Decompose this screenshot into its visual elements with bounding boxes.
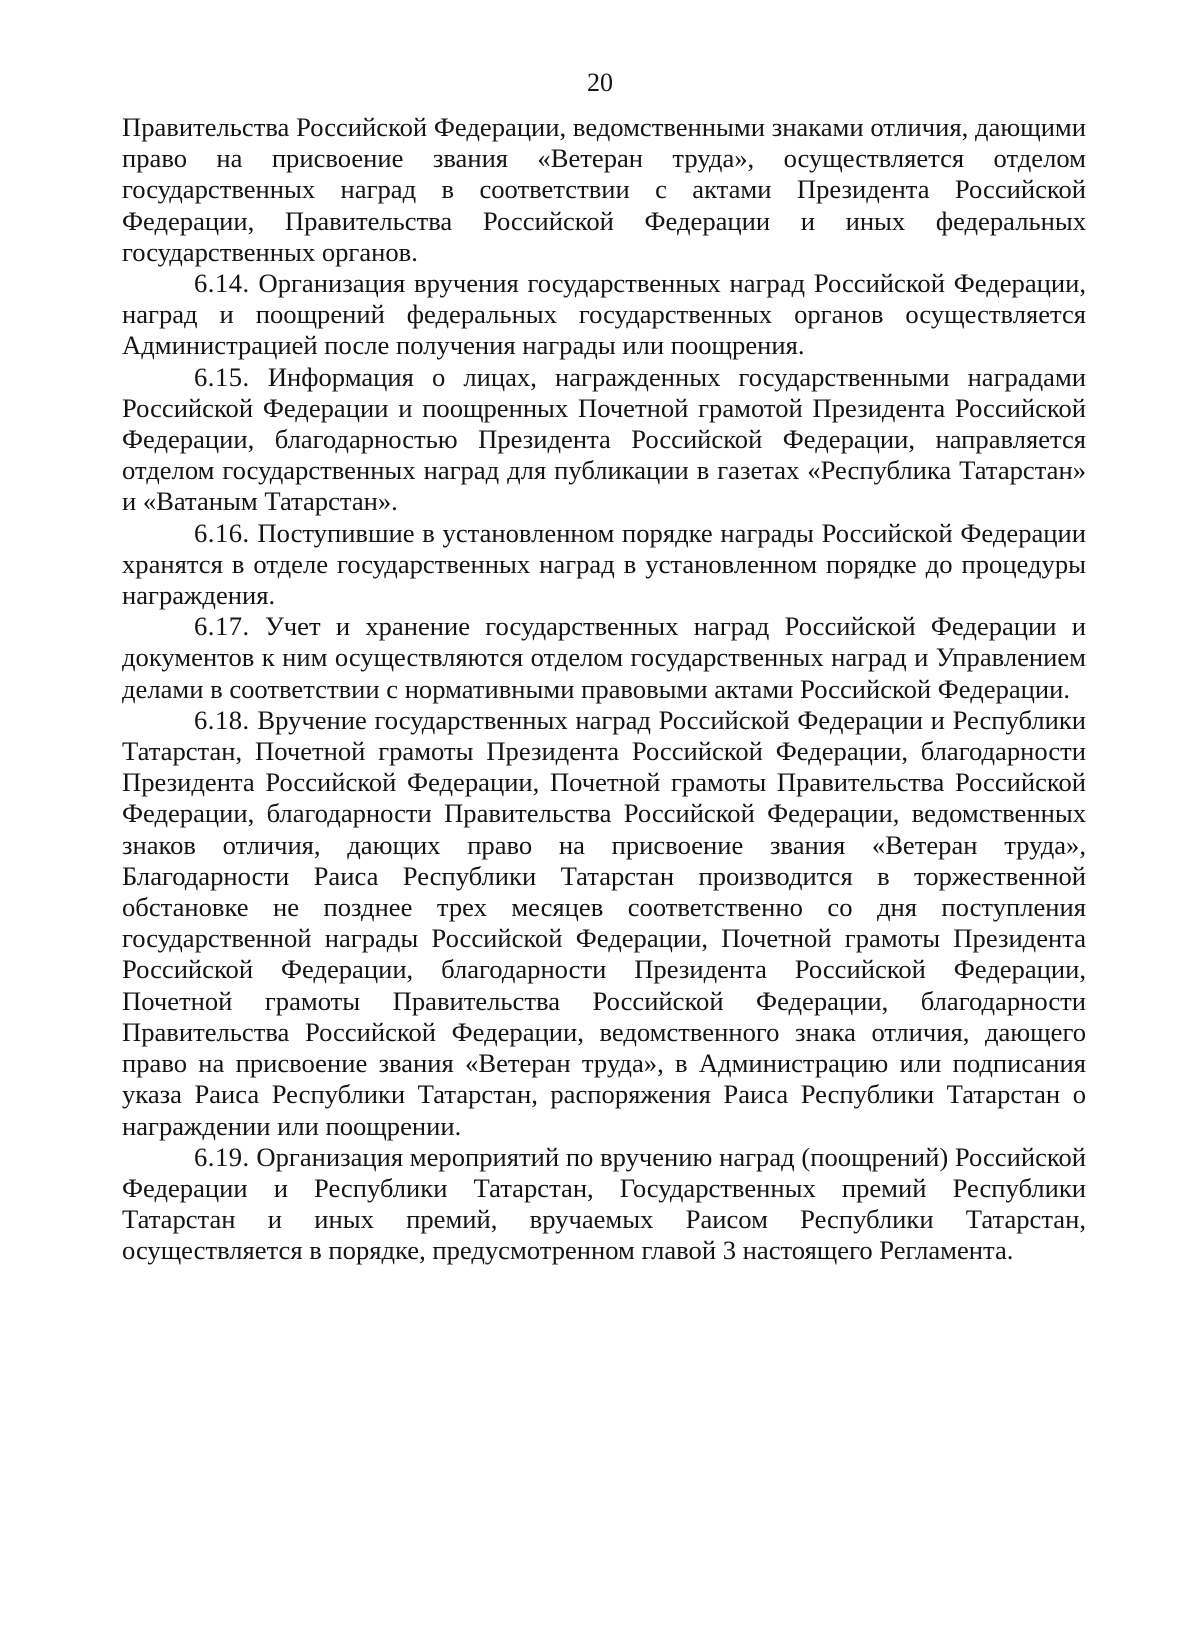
paragraph-text: Организация вручения государственных наград Российской Федерации, наград и поощрений федеральных государственных органов осуществляется Администрацией после получения награды или поощрения. <box>122 268 1087 361</box>
page-number: 20 <box>587 68 613 97</box>
paragraph-6-18 <box>122 705 1086 1142</box>
paragraph-continued <box>122 112 1086 268</box>
paragraph-number: 6.17. <box>194 611 250 642</box>
paragraph-6-17 <box>122 611 1086 705</box>
paragraph-number: 6.19. <box>194 1141 250 1172</box>
paragraph-6-19 <box>122 1142 1086 1267</box>
paragraph-text: Правительства Российской Федерации, ведомственными знаками отличия, дающими право на присвоение звания «Ветеран труда», осуществляется отделом государственных наград в соответствии с актами Президента Российской Федерации, Правительства Российской Федерации и иных федеральных государственных органов. <box>122 112 1086 267</box>
paragraph-number: 6.18. <box>194 704 250 735</box>
document-body <box>122 112 1086 1267</box>
paragraph-number: 6.16. <box>194 517 250 548</box>
paragraph-6-14 <box>122 268 1086 362</box>
paragraph-text: Организация мероприятий по вручению наград (поощрений) Российской Федерации и Республики Татарстан, Государственных премий Республики Татарстан и иных премий, вручаемых Раисом Республики Татарстан, осуществляется в порядке, предусмотренном главой 3 настоящего Регламента. <box>122 1141 1086 1266</box>
paragraph-text: Вручение государственных наград Российской Федерации и Республики Татарстан, Почетной грамоты Президента Российской Федерации, благодарности Президента Российской Федерации, Почетной грамоты Правительства Российской Федерации, благодарности Правительства Российской Федерации, ведомственных знаков отличия, дающих право на присвоение звания «Ветеран труда», Благодарности Раиса Республики Татарстан производится в торжественной обстановке не позднее трех месяцев соответственно со дня поступления государственной награды Российской Федерации, Почетной грамоты Президента Российской Федерации, благодарности Президента Российской Федерации, Почетной грамоты Правительства Российской Федерации, благодарности Правительства Российской Федерации, ведомственного знака отличия, дающего право на присвоение звания «Ветеран труда», в Администрацию или подписания указа Раиса Республики Татарстан, распоряжения Раиса Республики Татарстан о награждении или поощрении. <box>122 704 1086 1141</box>
paragraph-number: 6.15. <box>194 361 250 392</box>
paragraph-text: Учет и хранение государственных наград Российской Федерации и документов к ним осуществляются отделом государственных наград и Управлением делами в соответствии с нормативными правовыми актами Российской Федерации. <box>122 611 1086 704</box>
paragraph-6-15 <box>122 362 1086 518</box>
paragraph-6-16 <box>122 518 1086 612</box>
paragraph-number: 6.14. <box>194 268 250 299</box>
paragraph-text: Информация о лицах, награжденных государственными наградами Российской Федерации и поощренных Почетной грамотой Президента Российской Федерации, благодарностью Президента Российской Федерации, направляется отделом государственных наград для публикации в газетах «Республика Татарстан» и «Ватаным Татарстан». <box>122 361 1087 517</box>
paragraph-text: Поступившие в установленном порядке награды Российской Федерации хранятся в отделе государственных наград в установленном порядке до процедуры награждения. <box>122 517 1086 611</box>
